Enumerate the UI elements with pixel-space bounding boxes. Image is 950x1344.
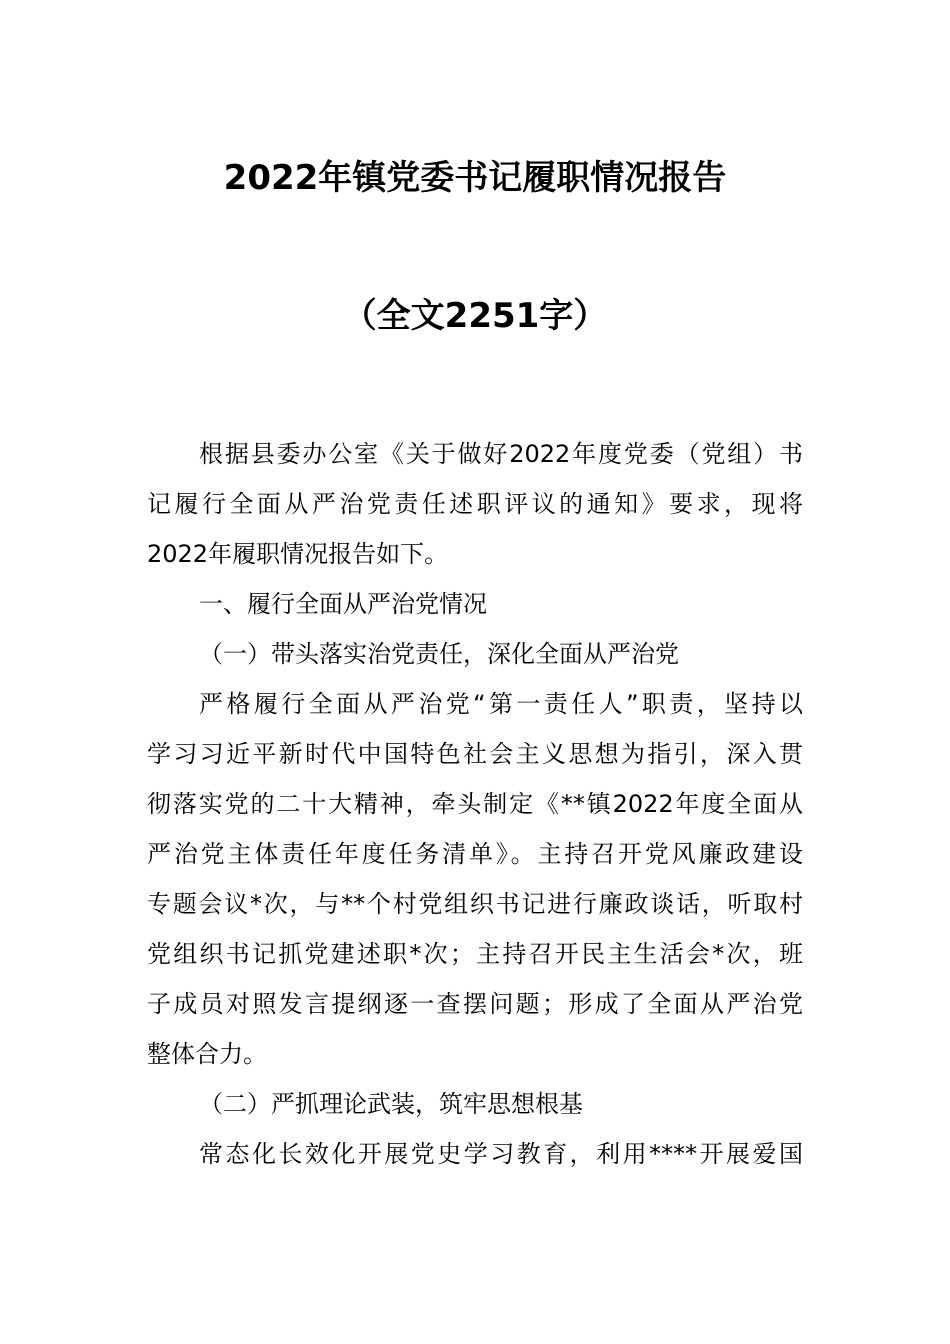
paragraph-2-line-3: 彻落实党的二十大精神，牵头制定《**镇2022年度全面从 (147, 790, 803, 818)
subsection-heading-1: （一）带头落实治党责任，深化全面从严治党 (199, 640, 679, 668)
paragraph-1-line-1: 根据县委办公室《关于做好2022年度党委（党组）书 (199, 440, 803, 468)
paragraph-2-line-6: 党组织书记抓党建述职*次；主持召开民主生活会*次，班 (147, 940, 803, 968)
paragraph-2-line-7: 子成员对照发言提纲逐一查摆问题；形成了全面从严治党 (147, 990, 803, 1018)
paragraph-1-line-2: 记履行全面从严治党责任述职评议的通知》要求，现将 (147, 490, 803, 518)
section-heading-1: 一、履行全面从严治党情况 (199, 590, 487, 618)
paragraph-2-line-4: 严治党主体责任年度任务清单》。主持召开党风廉政建设 (147, 840, 803, 868)
document-title: 2022年镇党委书记履职情况报告 (223, 158, 727, 198)
word-count-subtitle: （全文2251字） (342, 296, 608, 336)
subsection-heading-2: （二）严抓理论武装，筑牢思想根基 (199, 1090, 583, 1118)
paragraph-3-line-1: 常态化长效化开展党史学习教育，利用****开展爱国 (199, 1140, 803, 1168)
paragraph-2-line-8: 整体合力。 (147, 1040, 267, 1068)
paragraph-1-line-3: 2022年履职情况报告如下。 (147, 540, 449, 568)
paragraph-2-line-1: 严格履行全面从严治党“第一责任人”职责，坚持以 (199, 690, 803, 718)
paragraph-2-line-2: 学习习近平新时代中国特色社会主义思想为指引，深入贯 (147, 740, 803, 768)
paragraph-2-line-5: 专题会议*次，与**个村党组织书记进行廉政谈话，听取村 (147, 890, 803, 918)
